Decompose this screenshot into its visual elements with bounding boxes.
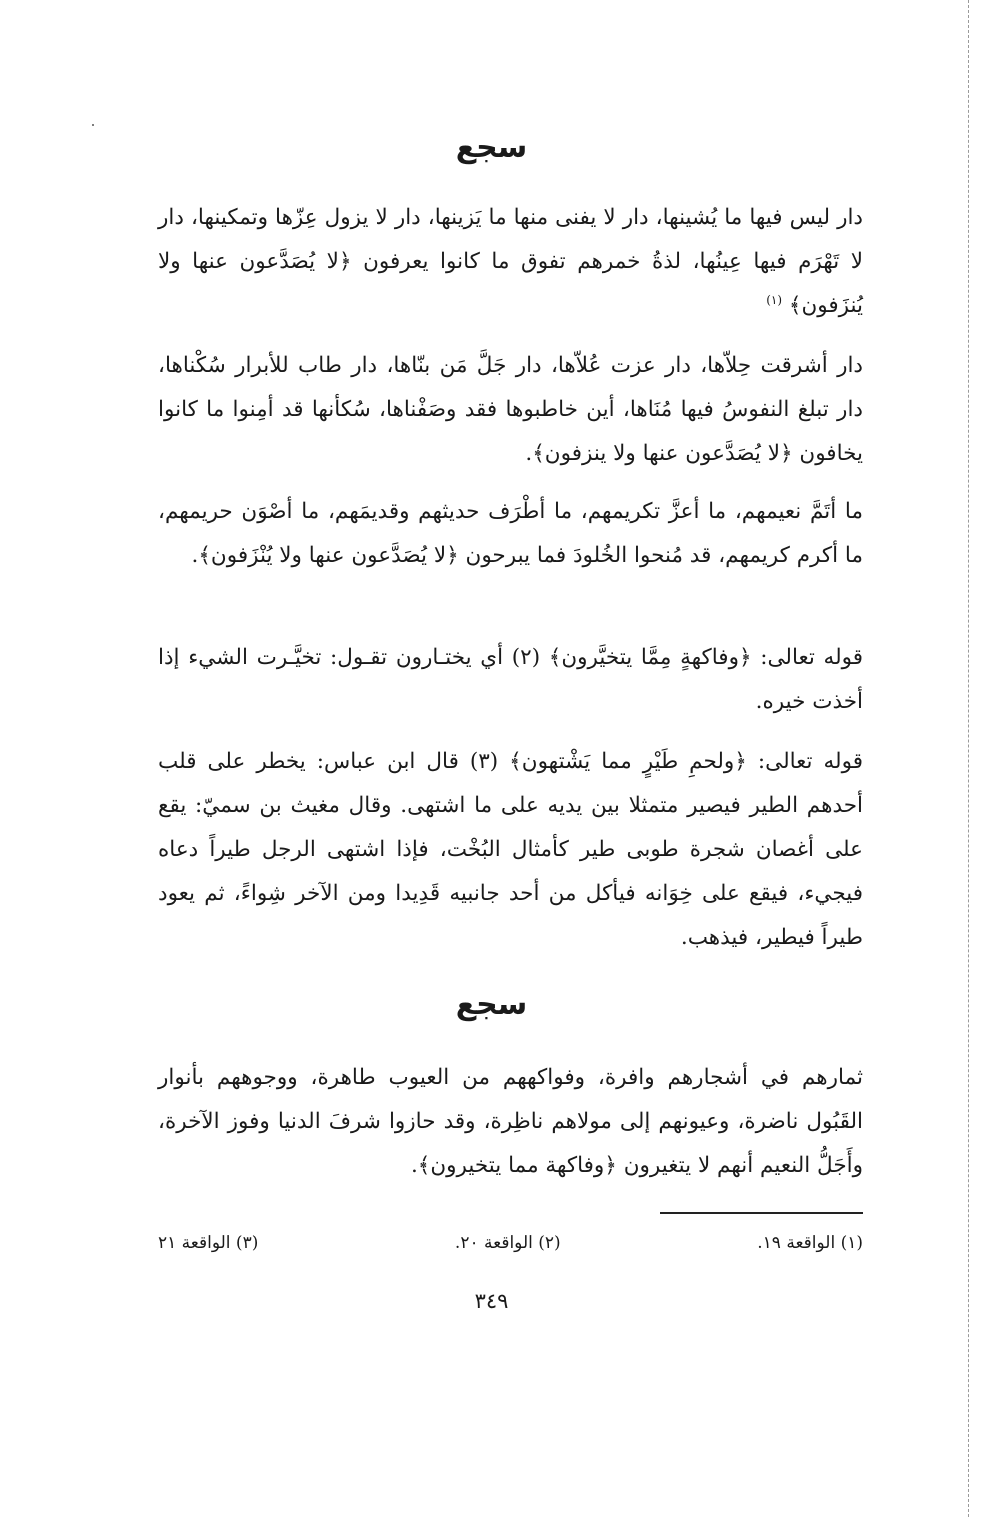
paragraph-1-text: دار ليس فيها ما يُشينها، دار لا يفنى منها ما يَزينها، دار لا يزول عِزّها وتمكينها، دار لا تَهْرَم فيها عِينُها، لذةُ خمرهم تفوق ما كانوا يعرفون ﴿لا يُصَدَّعون عنها ولا يُنزَفون﴾	[158, 205, 863, 318]
paragraph-3-text: ما أتَمَّ نعيمهم، ما أعزَّ تكريمهم، ما أطْرَف حديثهم وقديمَهم، ما أصْوَن حريمهم، ما أكرم كريمهم، قد مُنحوا الخُلودَ فما يبرحون ﴿لا يُصَدَّعون عنها ولا يُنْزَفون﴾.	[158, 499, 863, 568]
footnote-2: (٢) الواقعة ٢٠.	[454, 1233, 561, 1253]
footnote-1: (١) الواقعة ١٩.	[757, 1233, 863, 1253]
paragraph-4	[158, 636, 863, 724]
scan-edge-line	[968, 0, 969, 1517]
paragraph-2-text: دار أشرقت حِلاّها، دار عزت عُلاّها، دار جَلَّ مَن بنّاها، دار طاب للأبرار سُكْناها، دار تبلغ النفوسُ فيها مُنَاها، أين خاطبوها فقد وصَفْناها، سُكأنها قد أمِنوا ما كانوا يخافون ﴿لا يُصَدَّعون عنها ولا ينزفون﴾.	[158, 353, 863, 466]
footnotes	[158, 1228, 863, 1258]
paragraph-5-text: قوله تعالى: ﴿ولحمِ طَيْرٍ مما يَشْتهون﴾ (٣) قال ابن عباس: يخطر على قلب أحدهم الطير فيصير متمثلا بين يديه على ما اشتهى. وقال مغيث بن سميّ: يقع على أغصان شجرة طوبى طير كأمثال البُخْت، فإذا اشتهى الرجل طيراً دعاه فيجيء، فيقع على خِوَانه فيأكل من أحد جانبيه قَدِيدا ومن الآخر شِواءً، ثم يعود طيراً فيطير، فيذهب.	[158, 749, 863, 950]
footnote-divider	[660, 1212, 863, 1214]
footnote-3: (٣) الواقعة ٢١	[158, 1233, 259, 1253]
paragraph-5	[158, 740, 863, 960]
footnote-ref-1: (١)	[766, 292, 783, 307]
paragraph-1	[158, 196, 863, 328]
paragraph-4-text: قوله تعالى: ﴿وفاكهةٍ مِمَّا يتخيَّرون﴾ (٢) أي يختـارون تقـول: تخيَّـرت الشيء إذا أخذت خيره.	[158, 645, 863, 714]
section-heading-1: سجع	[455, 130, 528, 165]
paragraph-6	[158, 1056, 863, 1188]
paragraph-2	[158, 344, 863, 476]
paragraph-6-text: ثمارهم في أشجارهم وافرة، وفواكههم من العيوب طاهرة، ووجوههم بأنوار القَبُول ناضرة، وعيونهم إلى مولاهم ناظِرة، وقد حازوا شرفَ الدنيا وفوز الآخرة، وأَجَلُّ النعيم أنهم لا يتغيرون ﴿وفاكهة مما يتخيرون﴾.	[158, 1065, 863, 1178]
section-heading-2: سجع	[455, 987, 528, 1022]
scan-speck	[92, 124, 94, 126]
paragraph-3	[158, 490, 863, 578]
page-number: ٣٤٩	[474, 1289, 509, 1313]
